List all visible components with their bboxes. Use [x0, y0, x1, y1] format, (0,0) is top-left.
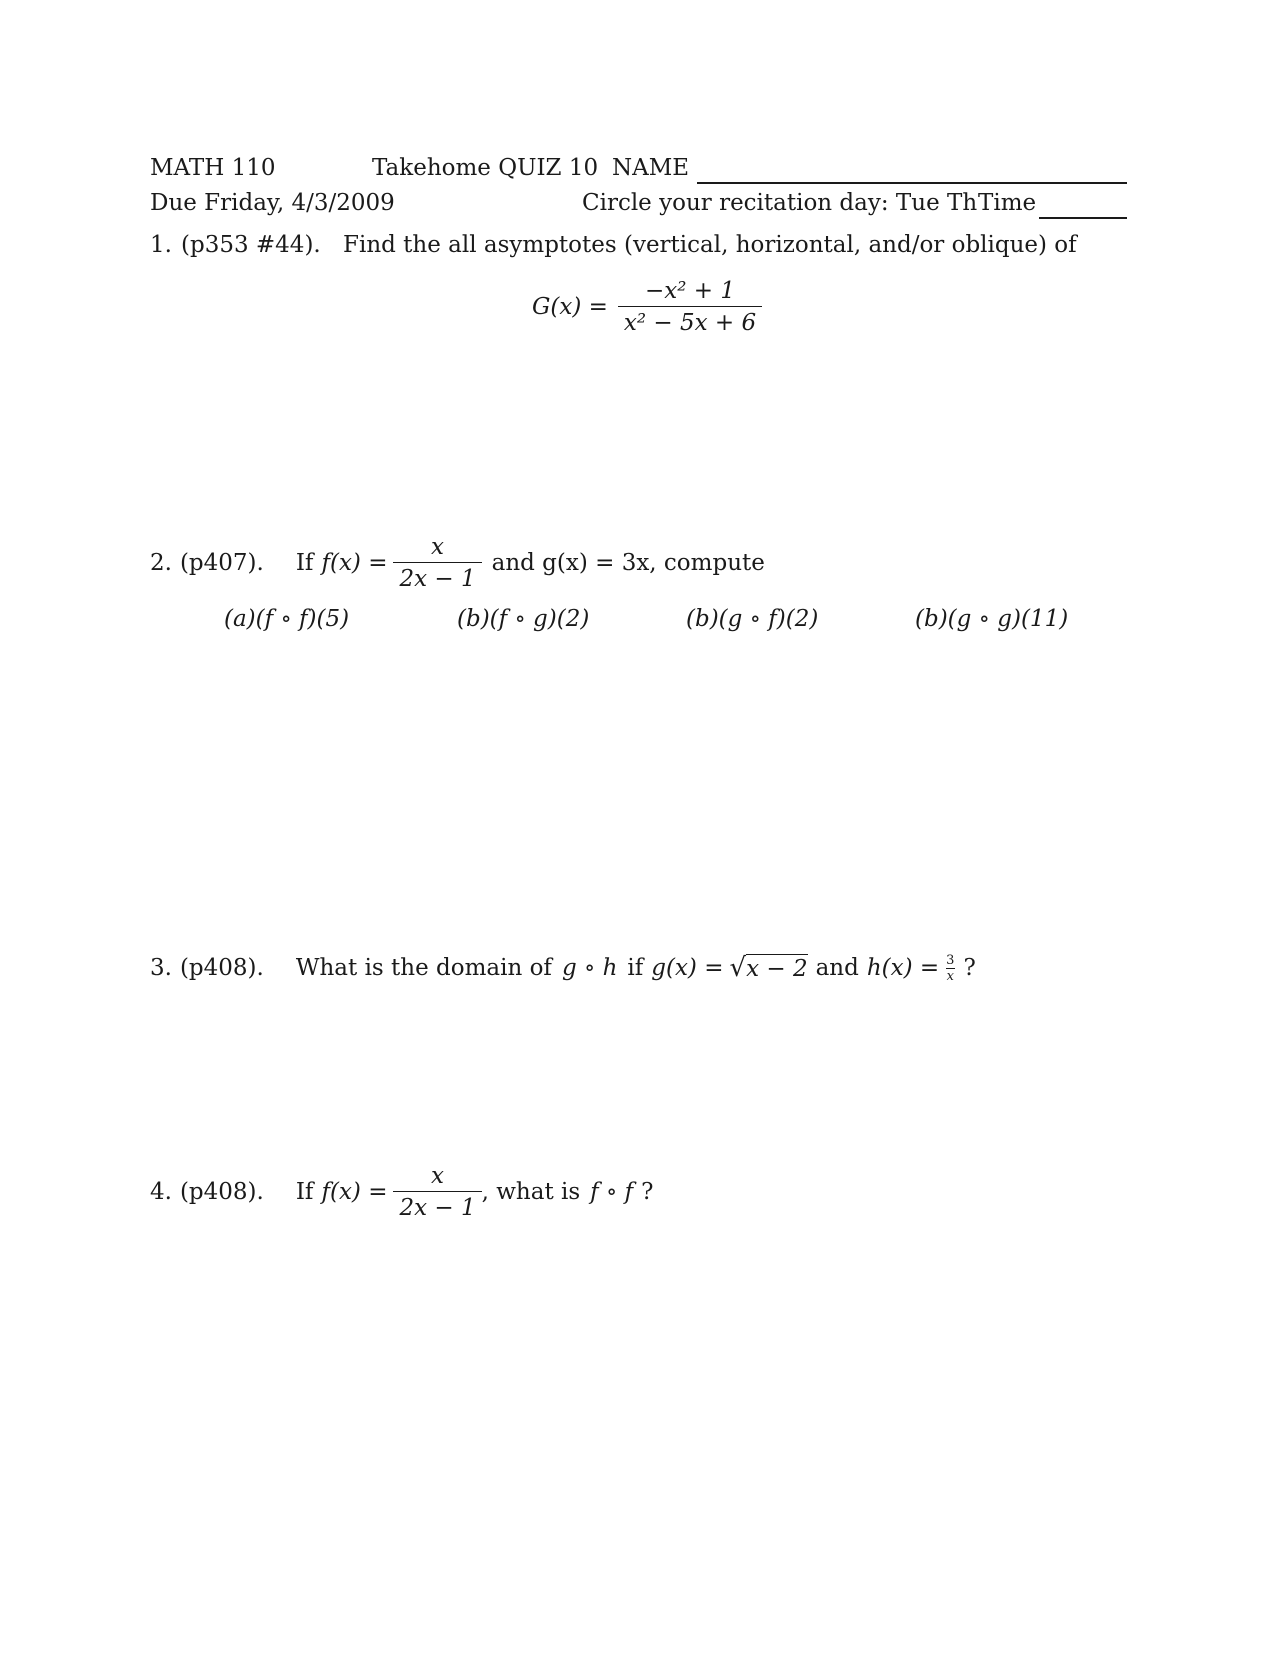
problem-4-f-numerator: x — [431, 1163, 445, 1189]
name-blank[interactable] — [697, 155, 1127, 184]
problem-2-f-denominator: 2x − 1 — [393, 562, 481, 592]
problem-3-h-numerator: 3 — [946, 952, 955, 968]
problem-3-h-lhs: h(x) = — [866, 955, 940, 981]
problem-4-ref: (p408). — [179, 1179, 264, 1206]
problem-4-f-lhs: f(x) = — [321, 1179, 388, 1206]
problem-2-part-b2: (b)(g ∘ f)(2) — [686, 606, 819, 632]
problem-3-ref: (p408). — [179, 955, 264, 981]
problem-3-h-fraction — [945, 954, 955, 983]
problem-4-question: , what is — [481, 1179, 581, 1206]
problem-3-line — [150, 953, 976, 983]
problem-3-composition: g ∘ h — [561, 955, 618, 981]
problem-4-line — [150, 1163, 653, 1222]
problem-3-if: if — [627, 955, 644, 981]
problem-1-formula — [532, 278, 762, 337]
time-blank[interactable] — [1039, 190, 1127, 219]
problem-4-number: 4. — [150, 1179, 172, 1206]
sqrt-icon: √ — [729, 953, 747, 983]
problem-4-f-denominator: 2x − 1 — [393, 1191, 481, 1221]
problem-2-part-b1: (b)(f ∘ g)(2) — [457, 606, 590, 632]
problem-1-denominator: x² − 5x + 6 — [618, 306, 762, 336]
recitation-prompt: Circle your recitation day: Tue Th — [582, 190, 978, 216]
problem-3-radicand: x − 2 — [746, 956, 808, 982]
problem-3-and: and — [815, 955, 859, 981]
problem-1-fraction — [618, 278, 762, 337]
problem-4-question-mark: ? — [641, 1179, 654, 1206]
problem-2-line — [150, 534, 765, 593]
problem-2-number: 2. — [150, 550, 172, 577]
problem-1-ref: (p353 #44). — [181, 232, 321, 258]
problem-3-question-mark: ? — [963, 955, 976, 981]
problem-2-if: If — [295, 550, 314, 577]
problem-4-composition: f ∘ f — [590, 1179, 634, 1206]
due-date: Due Friday, 4/3/2009 — [150, 190, 395, 216]
course-label: MATH 110 — [150, 155, 276, 181]
problem-3-text: What is the domain of — [295, 955, 552, 981]
problem-1-numerator: −x² + 1 — [644, 278, 735, 304]
problem-2-part-b3: (b)(g ∘ g)(11) — [915, 606, 1069, 632]
problem-4-if: If — [295, 1179, 314, 1206]
problem-1-text: Find the all asymptotes (vertical, horizontal, and/or oblique) of — [343, 232, 1077, 258]
g-function-lhs: G(x) = — [532, 294, 608, 321]
problem-2-f-lhs: f(x) = — [321, 550, 388, 577]
problem-3-g-lhs: g(x) = — [651, 955, 724, 981]
quiz-title: Takehome QUIZ 10 — [372, 155, 599, 181]
problem-1-number: 1. — [150, 232, 172, 258]
problem-2-part-a: (a)(f ∘ f)(5) — [224, 606, 350, 632]
name-label: NAME — [612, 155, 690, 181]
problem-2-f-numerator: x — [431, 534, 445, 560]
problem-3-h-denominator: x — [946, 968, 954, 984]
problem-2-fraction — [393, 534, 481, 593]
problem-2-ref: (p407). — [179, 550, 264, 577]
problem-4-fraction — [393, 1163, 481, 1222]
time-label: Time — [978, 190, 1037, 216]
problem-3-number: 3. — [150, 955, 172, 981]
problem-2-g-text: and g(x) = 3x, compute — [491, 550, 765, 577]
